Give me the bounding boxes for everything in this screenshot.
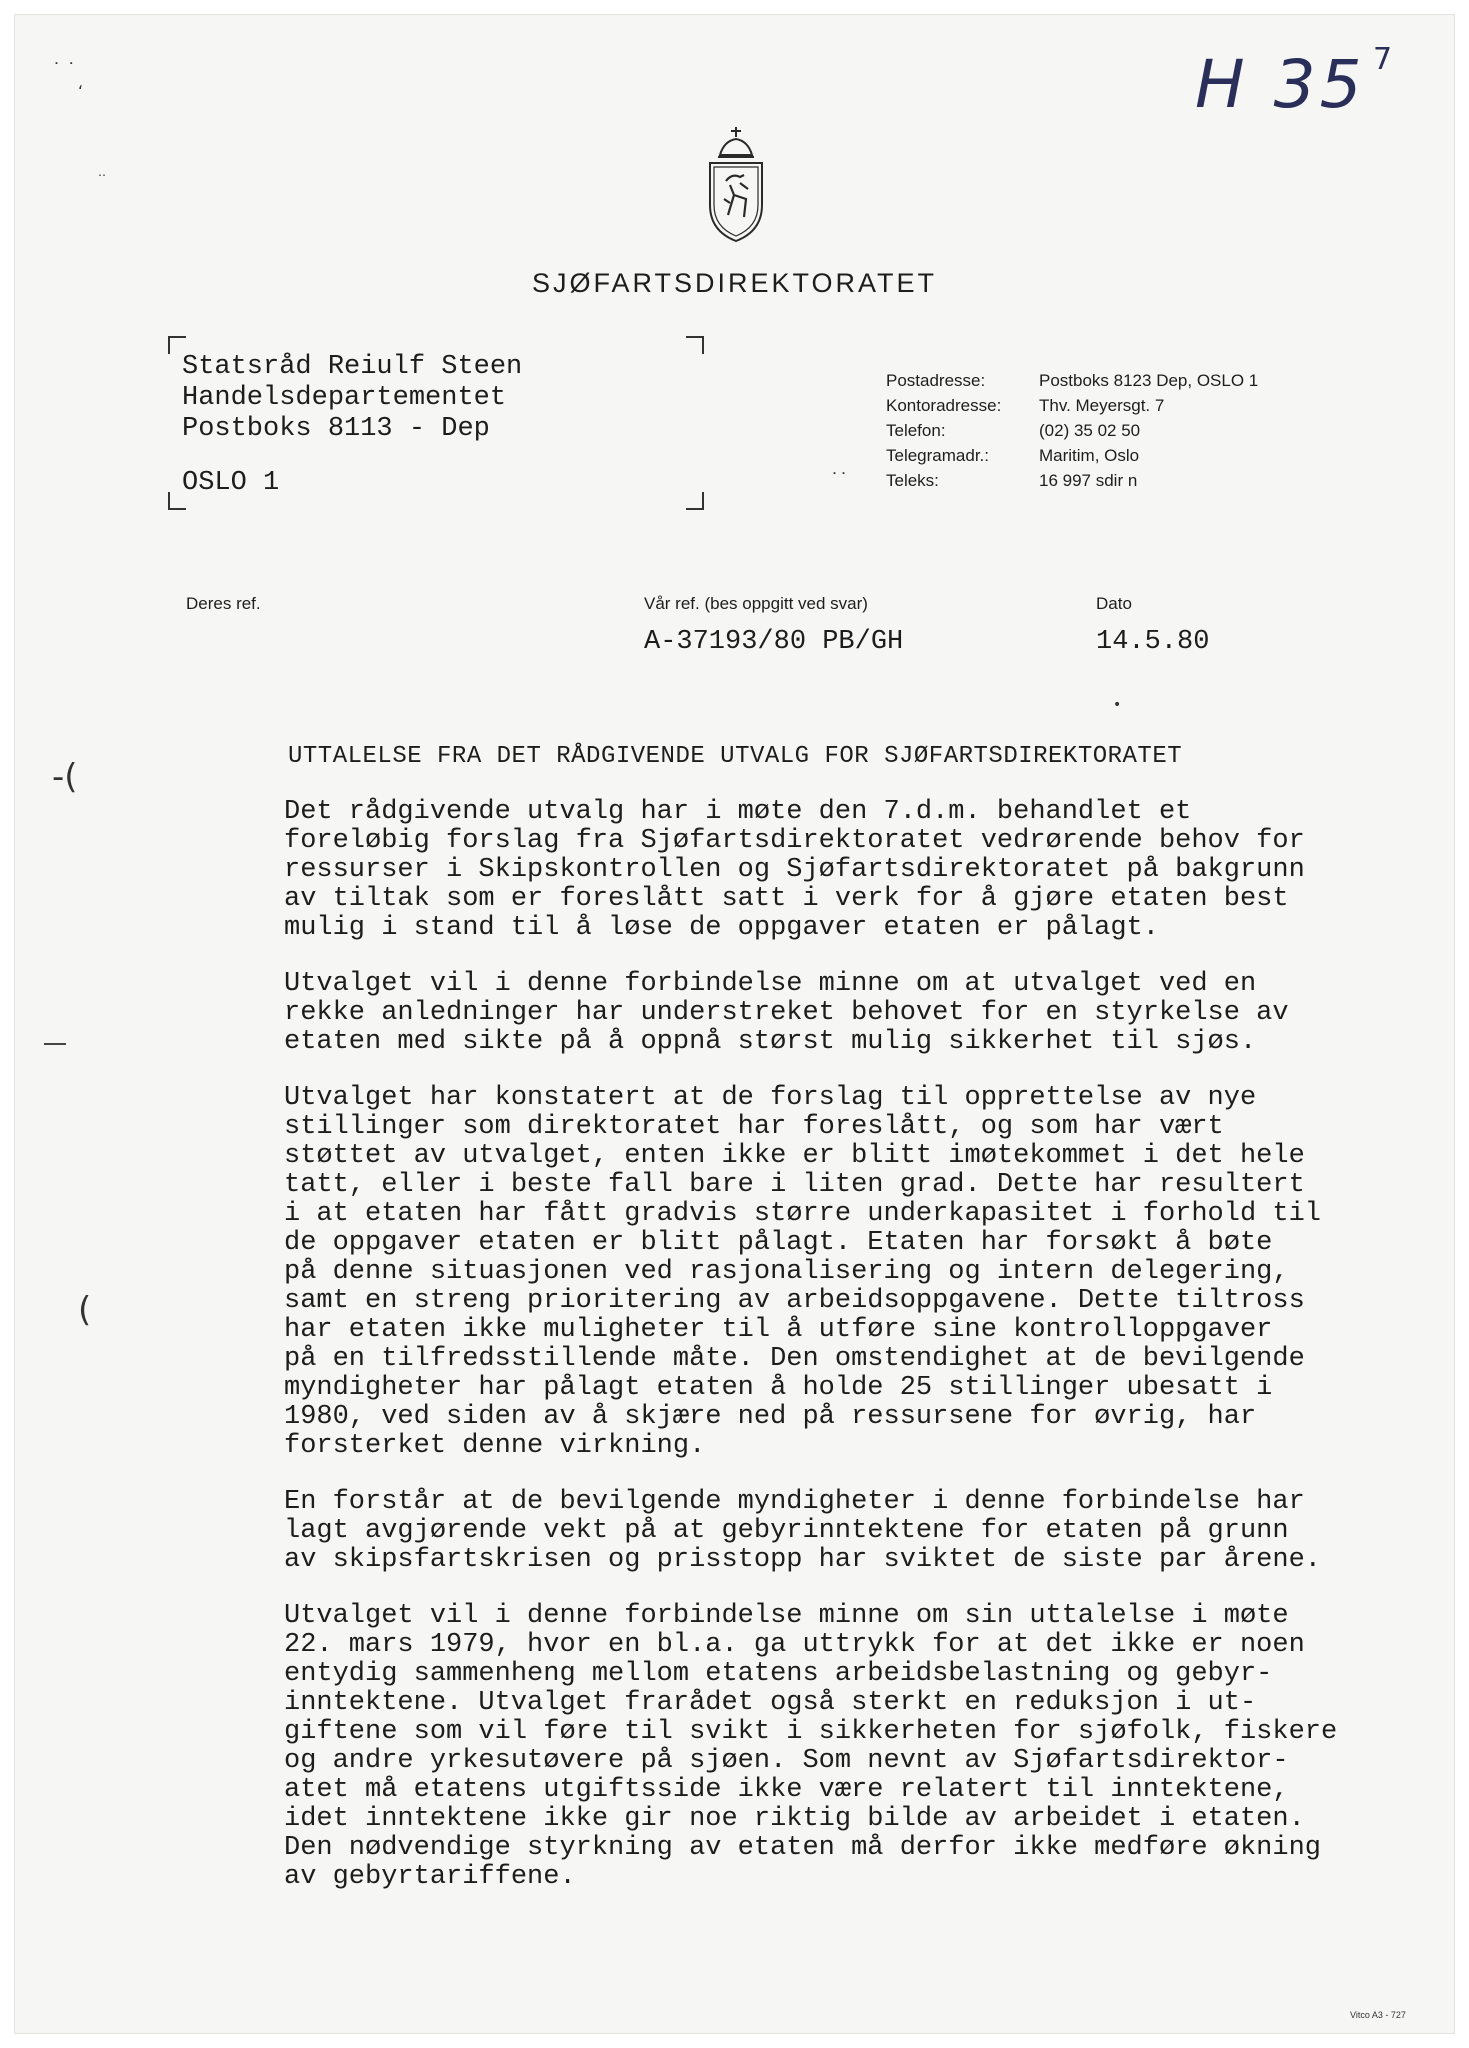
text-line: 1980, ved siden av å skjære ned på ressursene for øvrig, har — [284, 1402, 1257, 1432]
handwritten-superscript: 7 — [1373, 42, 1393, 77]
recipient-line: Handelsdepartementet — [182, 383, 507, 413]
text-line: har etaten ikke muligheter til å utføre sine kontrolloppgaver — [284, 1315, 1273, 1345]
text-line: entydig sammenheng mellom etatens arbeidsbelastning og gebyr- — [284, 1659, 1273, 1689]
handwritten-code: H 35 — [1195, 46, 1366, 123]
margin-mark: ʻ — [78, 82, 84, 101]
margin-mark: ( — [78, 1290, 92, 1330]
contact-value: (02) 35 02 50 — [1039, 421, 1141, 440]
text-line: 22. mars 1979, hvor en bl.a. ga uttrykk for at det ikke er noen — [284, 1630, 1305, 1660]
paragraph — [284, 798, 1404, 943]
margin-mark: -( — [52, 757, 78, 797]
text-line: på denne situasjonen ved rasjonalisering og intern delegering, — [284, 1257, 1289, 1287]
margin-mark: ‥ — [98, 165, 107, 179]
letter-title: UTTALELSE FRA DET RÅDGIVENDE UTVALG FOR SJØFARTSDIREKTORATET — [288, 743, 1183, 770]
deres-ref-label: Deres ref. — [186, 594, 261, 613]
address-window-corner — [686, 336, 704, 354]
contact-row — [886, 443, 1258, 468]
text-line: ressurser i Skipskontrollen og Sjøfartsdirektoratet på bakgrunn — [284, 855, 1305, 885]
text-line: lagt avgjørende vekt på at gebyrinntektene for etaten på grunn — [284, 1516, 1289, 1546]
contact-label: Teleks: — [886, 471, 939, 490]
text-line: Den nødvendige styrkning av etaten må derfor ikke medføre økning — [284, 1833, 1321, 1863]
date-value: 14.5.80 — [1096, 627, 1210, 657]
contact-block — [886, 368, 1258, 493]
contact-row — [886, 368, 1258, 393]
recipient-line: Statsråd Reiulf Steen — [182, 352, 523, 382]
recipient-city: OSLO 1 — [182, 468, 280, 498]
recipient-address — [182, 352, 522, 445]
margin-mark: • — [1113, 697, 1122, 713]
text-line: av tiltak som er foreslått satt i verk for å gjøre etaten best — [284, 884, 1289, 914]
text-line: støttet av utvalget, enten ikke er blitt imøtekommet i det hele — [284, 1141, 1305, 1171]
margin-mark — [44, 1043, 66, 1045]
text-line: foreløbig forslag fra Sjøfartsdirektoratet vedrørende behov for — [284, 826, 1305, 856]
paragraph — [284, 970, 1404, 1057]
text-line: giftene som vil føre til svikt i sikkerheten for sjøfolk, fiskere — [284, 1717, 1338, 1747]
text-line: tatt, eller i beste fall bare i liten grad. Dette har resultert — [284, 1170, 1305, 1200]
contact-label: Telegramadr.: — [886, 446, 989, 465]
contact-label: Telefon: — [886, 421, 946, 440]
contact-label: Kontoradresse: — [886, 396, 1002, 415]
text-line: Utvalget vil i denne forbindelse minne om at utvalget ved en — [284, 969, 1257, 999]
contact-value: 16 997 sdir n — [1039, 471, 1138, 490]
address-window-corner — [686, 492, 704, 510]
paragraph — [284, 1084, 1404, 1461]
text-line: myndigheter har pålagt etaten å holde 25 stillinger ubesatt i — [284, 1373, 1273, 1403]
text-line: de oppgaver etaten er blitt pålagt. Etaten har forsøkt å bøte — [284, 1228, 1273, 1258]
text-line: atet må etatens utgiftsside ikke være relatert til inntektene, — [284, 1775, 1289, 1805]
contact-row — [886, 418, 1258, 443]
text-line: rekke anledninger har understreket behovet for en styrkelse av — [284, 998, 1289, 1028]
organization-name: SJØFARTSDIREKTORATET — [531, 268, 938, 298]
text-line: stillinger som direktoratet har foreslått, og som har vært — [284, 1112, 1224, 1142]
paragraph — [284, 1602, 1404, 1892]
contact-row — [886, 393, 1258, 418]
margin-mark: ˙˙ — [830, 470, 848, 491]
var-ref-label: Vår ref. (bes oppgitt ved svar) — [644, 594, 868, 613]
text-line: samt en streng prioritering av arbeidsoppgavene. Dette tiltross — [284, 1286, 1305, 1316]
text-line: av gebyrtariffene. — [284, 1862, 576, 1892]
text-line: inntektene. Utvalget frarådet også sterkt en reduksjon i ut- — [284, 1688, 1257, 1718]
contact-value: Maritim, Oslo — [1039, 446, 1140, 465]
text-line: i at etaten har fått gradvis større underkapasitet i forhold til — [284, 1199, 1321, 1229]
text-line: forsterket denne virkning. — [284, 1431, 706, 1461]
paragraph — [284, 1488, 1404, 1575]
recipient-line: Postboks 8113 - Dep — [182, 414, 490, 444]
letter-body — [284, 798, 1404, 1919]
text-line: etaten med sikte på å oppnå størst mulig sikkerhet til sjøs. — [284, 1027, 1257, 1057]
date-label: Dato — [1096, 594, 1132, 613]
contact-label: Postadresse: — [886, 371, 986, 390]
margin-mark: ˙ ˙ — [52, 60, 76, 81]
text-line: på en tilfredsstillende måte. Den omstendighet at de bevilgende — [284, 1344, 1305, 1374]
text-line: idet inntektene ikke gir noe riktig bilde av arbeidet i etaten. — [284, 1804, 1305, 1834]
text-line: og andre yrkesutøvere på sjøen. Som nevnt av Sjøfartsdirektor- — [284, 1746, 1289, 1776]
printer-mark: Vitco A3 - 727 — [1350, 2010, 1406, 2020]
coat-of-arms-icon — [700, 125, 772, 245]
text-line: Utvalget har konstatert at de forslag til opprettelse av nye — [284, 1083, 1257, 1113]
text-line: av skipsfartskrisen og prisstopp har sviktet de siste par årene. — [284, 1545, 1321, 1575]
text-line: Utvalget vil i denne forbindelse minne om sin uttalelse i møte — [284, 1601, 1289, 1631]
contact-value: Thv. Meyersgt. 7 — [1039, 396, 1165, 415]
contact-value: Postboks 8123 Dep, OSLO 1 — [1039, 371, 1259, 390]
text-line: Det rådgivende utvalg har i møte den 7.d.m. behandlet et — [284, 797, 1192, 827]
var-ref-value: A-37193/80 PB/GH — [644, 627, 904, 657]
text-line: mulig i stand til å løse de oppgaver etaten er pålagt. — [284, 913, 1159, 943]
contact-row — [886, 468, 1258, 493]
text-line: En forstår at de bevilgende myndigheter i denne forbindelse har — [284, 1487, 1305, 1517]
